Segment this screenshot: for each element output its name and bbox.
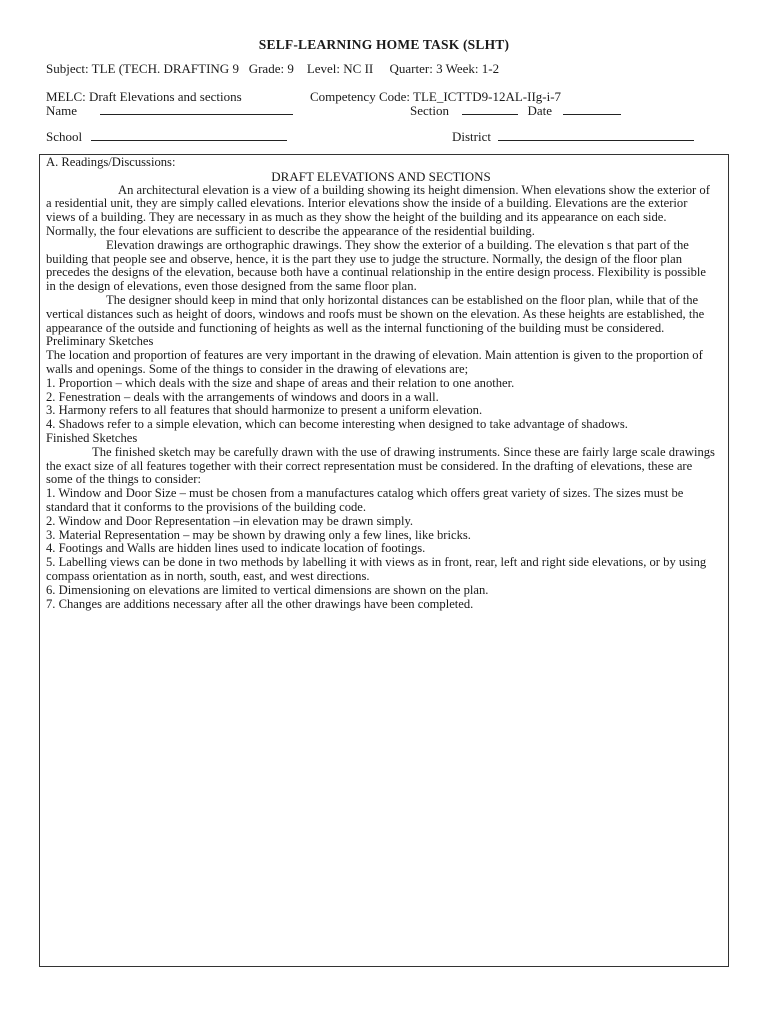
section-heading: DRAFT ELEVATIONS AND SECTIONS xyxy=(271,168,491,184)
date-label: Date xyxy=(527,103,553,118)
name-line xyxy=(46,103,293,118)
paragraph: The finished sketch may be carefully drawn with the use of drawing instruments. Since these are fairly large scale drawings the exact size of all features together with their correct representation must be considered. In the drafting of elevations, these are some of the things to consider: xyxy=(46,444,715,487)
section-label: Section xyxy=(410,103,449,118)
week-value: 1-2 xyxy=(481,61,500,76)
district-line xyxy=(452,129,694,144)
readings-section-label: A. Readings/Discussions: xyxy=(46,155,176,169)
school-field[interactable] xyxy=(91,129,287,141)
district-field[interactable] xyxy=(498,129,694,141)
competency-label: Competency Code: xyxy=(310,89,411,104)
grade-label: Grade: xyxy=(248,61,285,76)
paragraph: The designer should keep in mind that only horizontal distances can be established on the floor plan, while that of the vertical distances such as height of doors, windows and roofs must be shown on the elevation. As these heights are established, the appearance of the outside and functioning of heights as well as the internal functioning of the building must be considered. xyxy=(46,292,705,335)
list-item: 2. Window and Door Representation –in elevation may be drawn simply. xyxy=(46,513,414,528)
paragraph: An architectural elevation is a view of a building showing its height dimension. When elevations show the exterior of a residential unit, they are simply called elevations. Interior elevations show the inside of a building. Elevations are the exterior views of a building. They are necessary in as much as they show the height of the building and its appearance on each side. Normally, the four elevations are sufficient to describe the appearance of the residential building. xyxy=(46,182,710,238)
school-line xyxy=(46,129,287,144)
subject-line xyxy=(46,61,499,76)
competency-value: TLE_ICTTD9-12AL-IIg-i-7 xyxy=(413,89,562,104)
section-field[interactable] xyxy=(462,103,518,115)
melc-value: Draft Elevations and sections xyxy=(88,89,242,104)
list-item: 3. Harmony refers to all features that should harmonize to present a uniform elevation. xyxy=(46,403,483,418)
list-item: 1. Proportion – which deals with the size and shape of areas and their relation to one another. xyxy=(46,375,515,390)
list-item: 5. Labelling views can be done in two methods by labelling it with views as in front, rear, left and right side elevations, or by using compass orientation as in north, south, east, and west directions. xyxy=(46,555,707,583)
district-label: District xyxy=(452,129,491,144)
name-label: Name xyxy=(46,103,78,118)
list-item: 6. Dimensioning on elevations are limited to vertical dimensions are shown on the plan. xyxy=(46,582,489,597)
preliminary-sketches-heading: Preliminary Sketches xyxy=(46,334,154,349)
school-label: School xyxy=(46,129,83,144)
list-item: 4. Shadows refer to a simple elevation, which can become interesting when designed to take advantage of shadows. xyxy=(46,417,628,432)
name-field[interactable] xyxy=(100,103,293,115)
subject-value: TLE (TECH. DRAFTING 9 xyxy=(91,61,239,76)
level-value: NC II xyxy=(343,61,374,76)
section-line xyxy=(410,103,621,118)
level-label: Level: xyxy=(306,61,341,76)
melc-label: MELC: xyxy=(46,89,86,104)
reading-content xyxy=(46,156,716,611)
list-item: 4. Footings and Walls are hidden lines used to indicate location of footings. xyxy=(46,541,426,556)
list-item: 1. Window and Door Size – must be chosen from a manufactures catalog which offers great variety of sizes. The sizes must be standard that it conforms to the provisions of the building code. xyxy=(46,486,684,514)
week-label: Week: xyxy=(445,61,479,76)
subject-label: Subject: xyxy=(46,61,89,76)
quarter-value: 3 xyxy=(436,61,443,76)
list-item: 7. Changes are additions necessary after all the other drawings have been completed. xyxy=(46,596,474,611)
document-title: SELF-LEARNING HOME TASK (SLHT) xyxy=(258,37,510,52)
melc-line xyxy=(46,89,242,104)
list-item: 3. Material Representation – may be shown by drawing only a few lines, like bricks. xyxy=(46,527,471,542)
date-field[interactable] xyxy=(563,103,621,115)
finished-sketches-heading: Finished Sketches xyxy=(46,430,138,445)
competency-line xyxy=(310,89,561,104)
list-item: 2. Fenestration – deals with the arrangements of windows and doors in a wall. xyxy=(46,389,439,404)
grade-value: 9 xyxy=(287,61,294,76)
paragraph: The location and proportion of features are very important in the drawing of elevation. Main attention is given to the proportion of walls and openings. Some of the things to consider in the drawing of elevations are; xyxy=(46,348,703,376)
quarter-label: Quarter: xyxy=(389,61,433,76)
paragraph: Elevation drawings are orthographic drawings. They show the exterior of a building. The elevation s that part of the building that people see and observe, hence, it is the part they use to judge the structure. Normally, the design of the floor plan precedes the designs of the elevation, because both have a continual relationship in the entire design process. Flexibility is possible in the design of elevations, even those designed from the same floor plan. xyxy=(46,237,706,294)
